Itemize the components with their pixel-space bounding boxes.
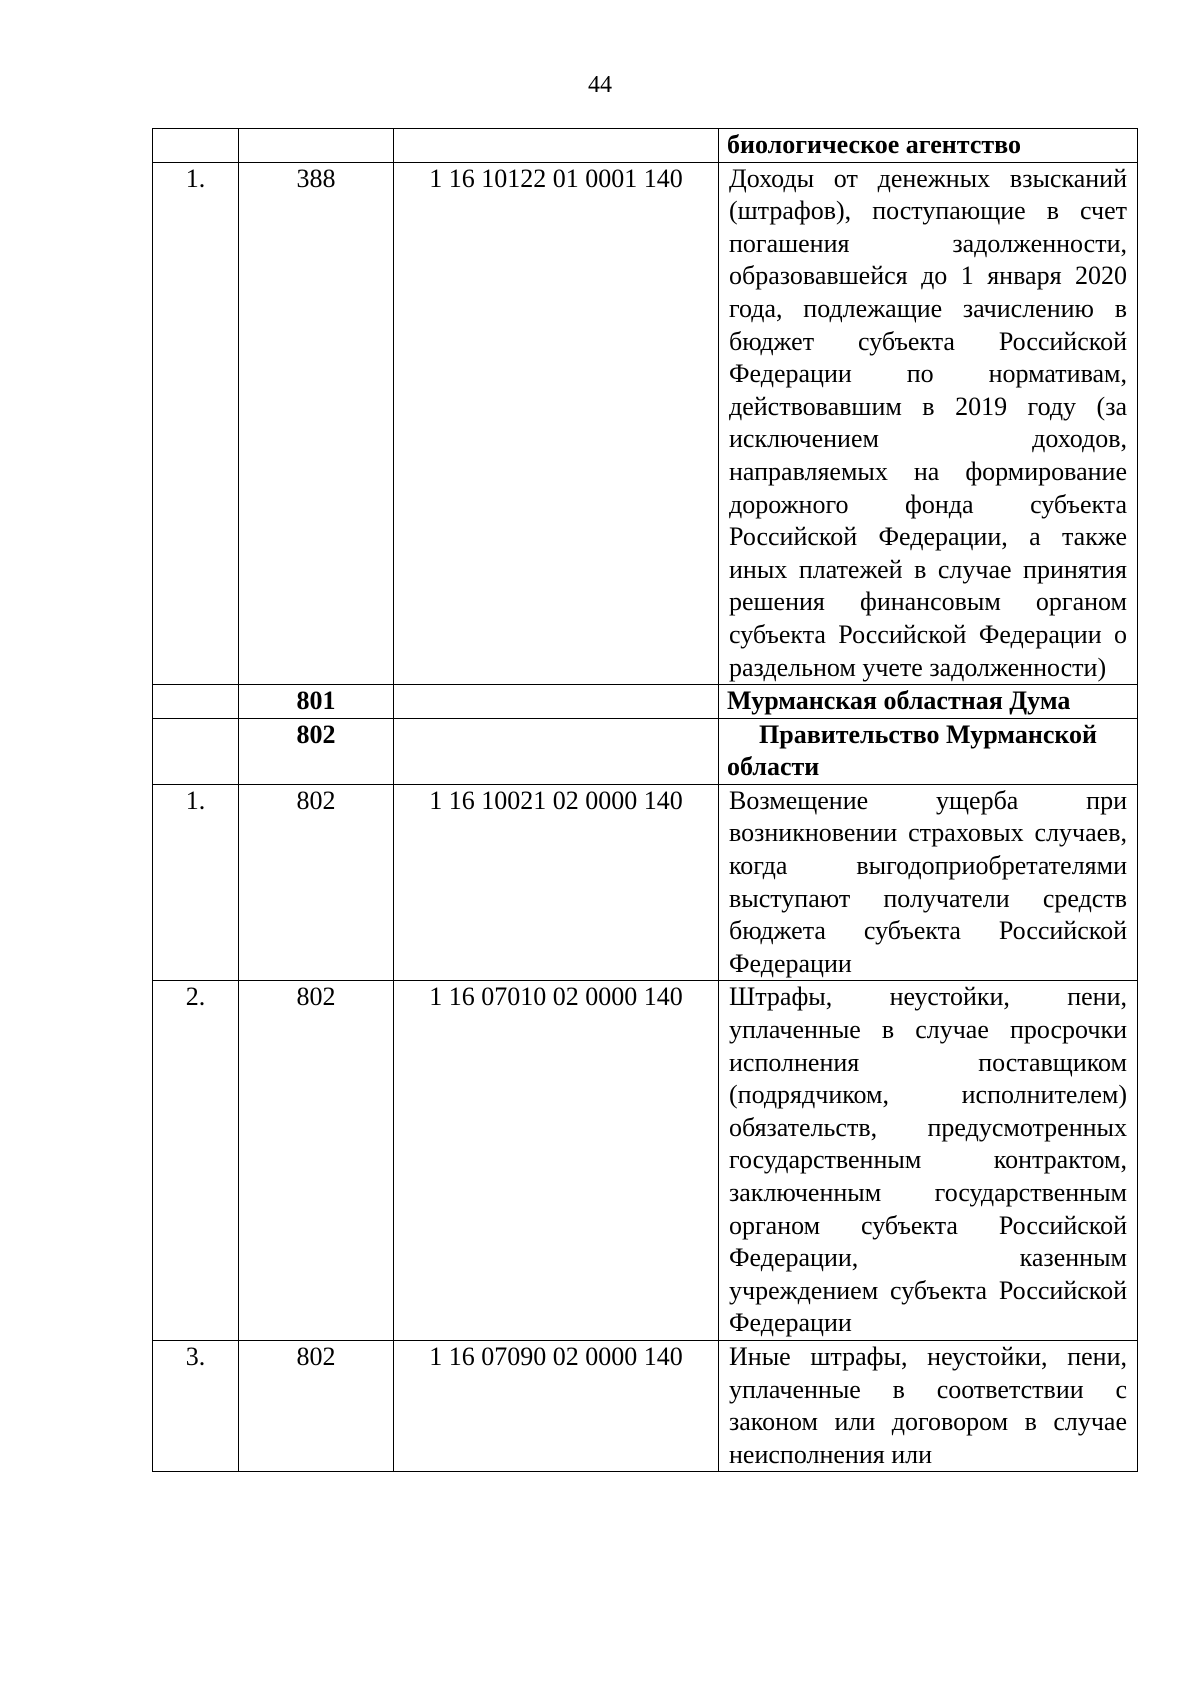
table-row [153, 685, 1138, 719]
row-number-cell: 3. [153, 1340, 239, 1471]
budget-code-cell [394, 129, 719, 163]
table-row [153, 162, 1138, 685]
budget-code-cell: 1 16 07090 02 0000 140 [394, 1340, 719, 1471]
admin-code-cell [239, 129, 394, 163]
row-number-cell [153, 685, 239, 719]
section-heading-cell: Мурманская областная Дума [719, 685, 1138, 719]
description-cell: Иные штрафы, неустойки, пени, уплаченные в соответствии с законом или договором в случае неисполнения или [719, 1340, 1138, 1471]
section-heading-cell: биологическое агентство [719, 129, 1138, 163]
budget-code-cell: 1 16 07010 02 0000 140 [394, 981, 719, 1341]
admin-code-cell: 801 [239, 685, 394, 719]
row-number-cell: 2. [153, 981, 239, 1341]
description-cell: Доходы от денежных взысканий (штрафов), поступающие в счет погашения задолженности, образовавшейся до 1 января 2020 года, подлежащие зачислению в бюджет субъекта Российской Федерации по нормативам, действовавшим в 2019 году (за исключением доходов, направляемых на формирование дорожного фонда субъекта Российской Федерации, а также иных платежей в случае принятия решения финансовым органом субъекта Российской Федерации о раздельном учете задолженности) [719, 162, 1138, 685]
table-row [153, 1340, 1138, 1471]
table-row [153, 129, 1138, 163]
description-cell: Возмещение ущерба при возникновении страховых случаев, когда выгодоприобретателями выступают получатели средств бюджета субъекта Российской Федерации [719, 784, 1138, 981]
table-row [153, 784, 1138, 981]
row-number-cell: 1. [153, 162, 239, 685]
section-heading-cell: Правительство Мурманской области [719, 718, 1138, 784]
budget-code-cell [394, 718, 719, 784]
admin-code-cell: 802 [239, 1340, 394, 1471]
admin-code-cell: 802 [239, 784, 394, 981]
table-row [153, 718, 1138, 784]
budget-code-cell [394, 685, 719, 719]
row-number-cell [153, 718, 239, 784]
description-cell: Штрафы, неустойки, пени, уплаченные в случае просрочки исполнения поставщиком (подрядчиком, исполнителем) обязательств, предусмотренных государственным контрактом, заключенным государственным органом субъекта Российской Федерации, казенным учреждением субъекта Российской Федерации [719, 981, 1138, 1341]
row-number-cell: 1. [153, 784, 239, 981]
table-row [153, 981, 1138, 1341]
budget-code-cell: 1 16 10021 02 0000 140 [394, 784, 719, 981]
admin-code-cell: 802 [239, 718, 394, 784]
row-number-cell [153, 129, 239, 163]
admin-code-cell: 802 [239, 981, 394, 1341]
budget-code-cell: 1 16 10122 01 0001 140 [394, 162, 719, 685]
page-number: 44 [588, 72, 612, 98]
admin-code-cell: 388 [239, 162, 394, 685]
income-codes-table [152, 128, 1138, 1472]
